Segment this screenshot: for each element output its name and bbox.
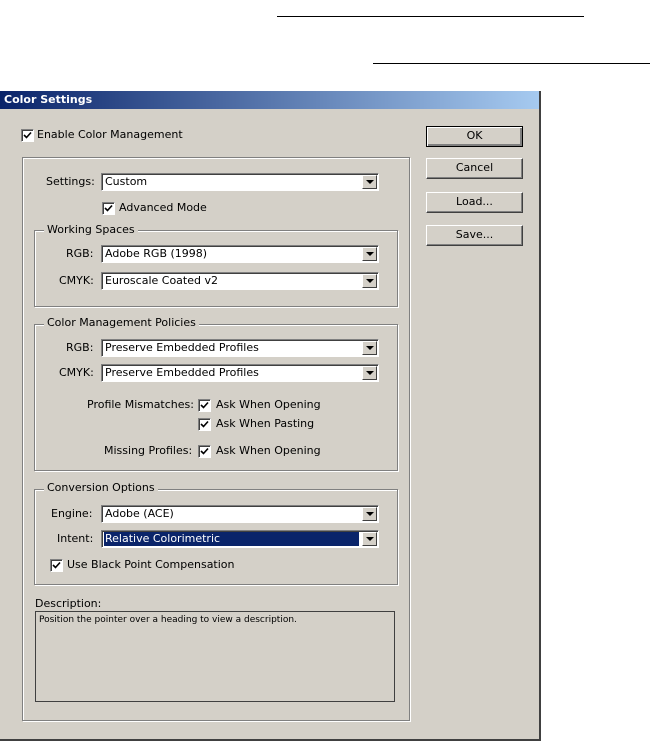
chevron-down-icon [362,532,377,546]
settings-value: Custom [105,175,148,188]
working-cmyk-label: CMYK: [59,274,94,287]
conversion-options-title: Conversion Options [44,481,158,495]
black-point-compensation-checkbox[interactable] [50,559,63,572]
mismatch-ask-when-pasting-label: Ask When Pasting [216,417,315,430]
checkmark-icon [200,420,209,429]
intent-label: Intent: [57,532,94,545]
profile-mismatches-label: Profile Mismatches: [87,398,194,411]
cancel-button[interactable]: Cancel [426,158,523,179]
chevron-down-icon [362,507,377,521]
description-label: Description: [35,597,102,610]
policies-rgb-value: Preserve Embedded Profiles [105,341,259,354]
checkmark-icon [200,447,209,456]
ok-button[interactable]: OK [426,126,523,147]
description-box [35,611,395,702]
load-button[interactable]: Load... [426,192,523,213]
black-point-compensation-label: Use Black Point Compensation [67,558,235,571]
mismatch-ask-when-opening-label: Ask When Opening [216,398,321,411]
working-spaces-group [34,230,398,307]
chevron-down-icon [362,274,377,288]
advanced-mode-checkbox[interactable] [102,202,115,215]
checkmark-icon [23,131,32,140]
description-text: Position the pointer over a heading to view a description. [39,615,297,625]
policies-cmyk-label: CMYK: [59,366,94,379]
mismatch-ask-when-pasting-checkbox[interactable] [198,418,211,431]
engine-select[interactable] [101,505,379,523]
missing-profiles-label: Missing Profiles: [104,444,193,457]
settings-select[interactable] [101,173,379,191]
missing-ask-when-opening-label: Ask When Opening [216,444,321,457]
engine-value: Adobe (ACE) [105,507,174,520]
save-button[interactable]: Save... [426,225,523,246]
advanced-mode-label: Advanced Mode [119,201,207,214]
missing-ask-when-opening-checkbox[interactable] [198,445,211,458]
working-cmyk-select[interactable] [101,272,379,290]
policies-cmyk-value: Preserve Embedded Profiles [105,366,259,379]
engine-label: Engine: [51,507,93,520]
intent-select[interactable] [101,530,379,548]
checkmark-icon [104,204,113,213]
policies-cmyk-select[interactable] [101,364,379,382]
chevron-down-icon [362,247,377,261]
checkmark-icon [200,401,209,410]
intent-value: Relative Colorimetric [104,532,359,546]
settings-label: Settings: [46,175,95,188]
chevron-down-icon [362,341,377,355]
enable-color-management-checkbox[interactable] [21,129,34,142]
enable-color-management-label: Enable Color Management [37,128,183,141]
top-rule-line [277,16,584,17]
dialog-title: Color Settings [0,91,539,109]
chevron-down-icon [362,175,377,189]
checkmark-icon [52,561,61,570]
working-spaces-title: Working Spaces [44,223,138,237]
color-settings-dialog [0,91,541,741]
working-rgb-label: RGB: [66,247,94,260]
policies-rgb-label: RGB: [66,341,94,354]
mismatch-ask-when-opening-checkbox[interactable] [198,399,211,412]
policies-rgb-select[interactable] [101,339,379,357]
chevron-down-icon [362,366,377,380]
working-cmyk-value: Euroscale Coated v2 [105,274,218,287]
second-rule-line [373,63,650,64]
working-rgb-value: Adobe RGB (1998) [105,247,208,260]
policies-title: Color Management Policies [44,316,199,330]
working-rgb-select[interactable] [101,245,379,263]
